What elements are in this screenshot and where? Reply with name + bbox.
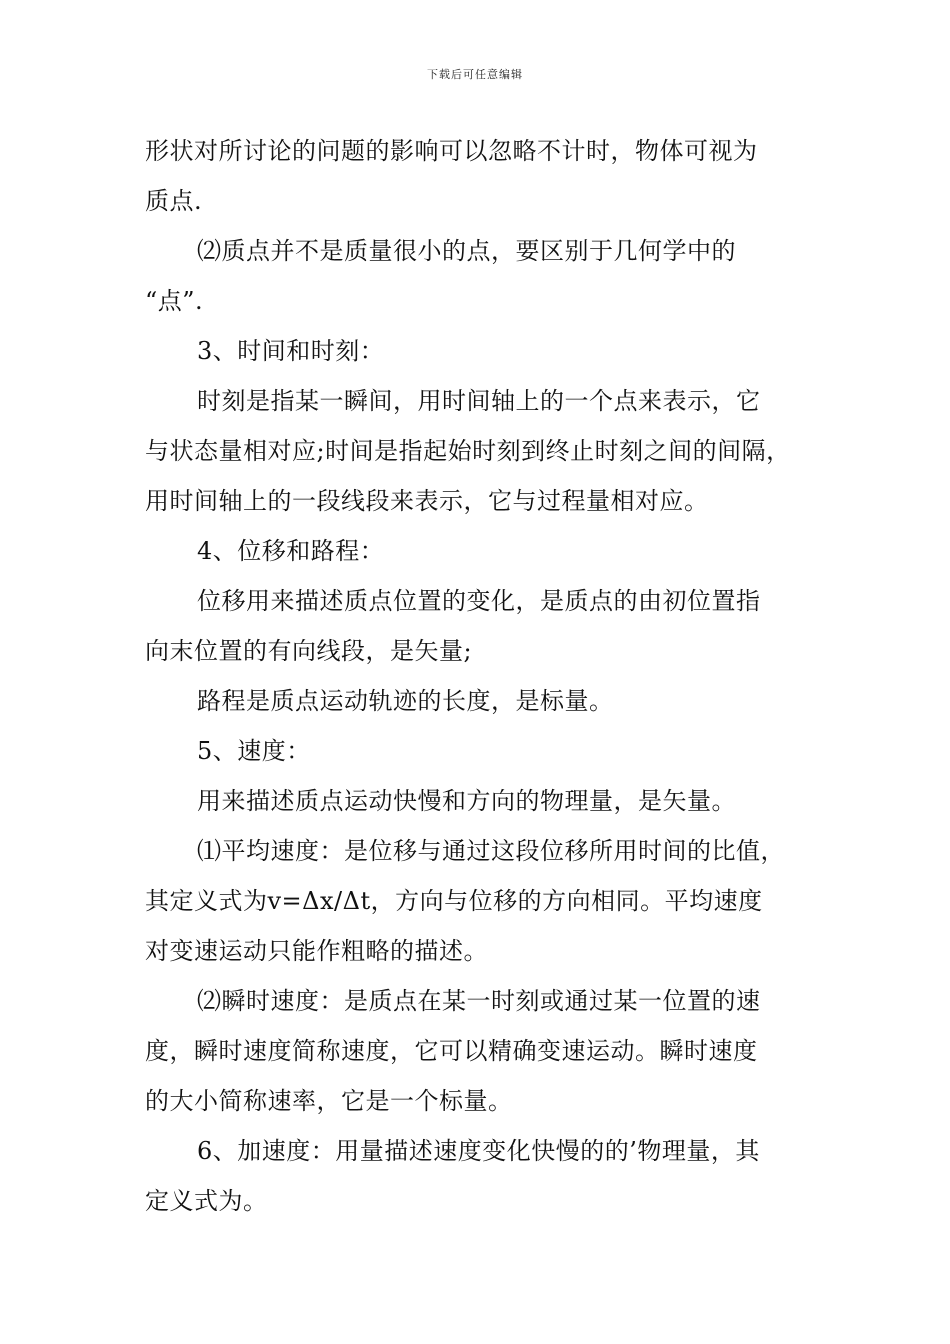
text-line: 的大小简称速率，它是一个标量。 <box>145 1087 513 1115</box>
text-line: 用时间轴上的一段线段来表示，它与过程量相对应。 <box>145 487 709 515</box>
text-line: 质点. <box>145 187 203 215</box>
text-line: 其定义式为v=Δx/Δt，方向与位移的方向相同。平均速度 <box>145 887 763 915</box>
text-line: 度，瞬时速度简称速度，它可以精确变速运动。瞬时速度 <box>145 1037 758 1065</box>
text-line: ⑵质点并不是质量很小的点，要区别于几何学中的 <box>197 237 736 265</box>
section-heading: 3、时间和时刻： <box>197 337 385 365</box>
text-line: 对变速运动只能作粗略的描述。 <box>145 937 488 965</box>
text-line: 与状态量相对应;时间是指起始时刻到终止时刻之间的间隔， <box>145 437 791 465</box>
text-line: 位移用来描述质点位置的变化，是质点的由初位置指 <box>197 587 761 615</box>
text-line: 形状对所讨论的问题的影响可以忽略不计时，物体可视为 <box>145 137 758 165</box>
text-line: 向末位置的有向线段，是矢量; <box>145 637 473 665</box>
text-line: “点”. <box>145 287 204 315</box>
text-line: 用来描述质点运动快慢和方向的物理量，是矢量。 <box>197 787 736 815</box>
document-body <box>145 126 815 1226</box>
section-heading: 4、位移和路程： <box>197 537 385 565</box>
section-heading: 6、加速度：用量描述速度变化快慢的的’物理量，其 <box>197 1137 760 1165</box>
text-line: 定义式为。 <box>145 1187 268 1215</box>
text-line: ⑴平均速度：是位移与通过这段位移所用时间的比值， <box>197 837 785 865</box>
page-header: 下载后可任意编辑 <box>427 68 523 81</box>
text-line: 路程是质点运动轨迹的长度，是标量。 <box>197 687 614 715</box>
text-line: 时刻是指某一瞬间，用时间轴上的一个点来表示，它 <box>197 387 761 415</box>
text-line: ⑵瞬时速度：是质点在某一时刻或通过某一位置的速 <box>197 987 761 1015</box>
section-heading: 5、速度： <box>197 737 311 765</box>
